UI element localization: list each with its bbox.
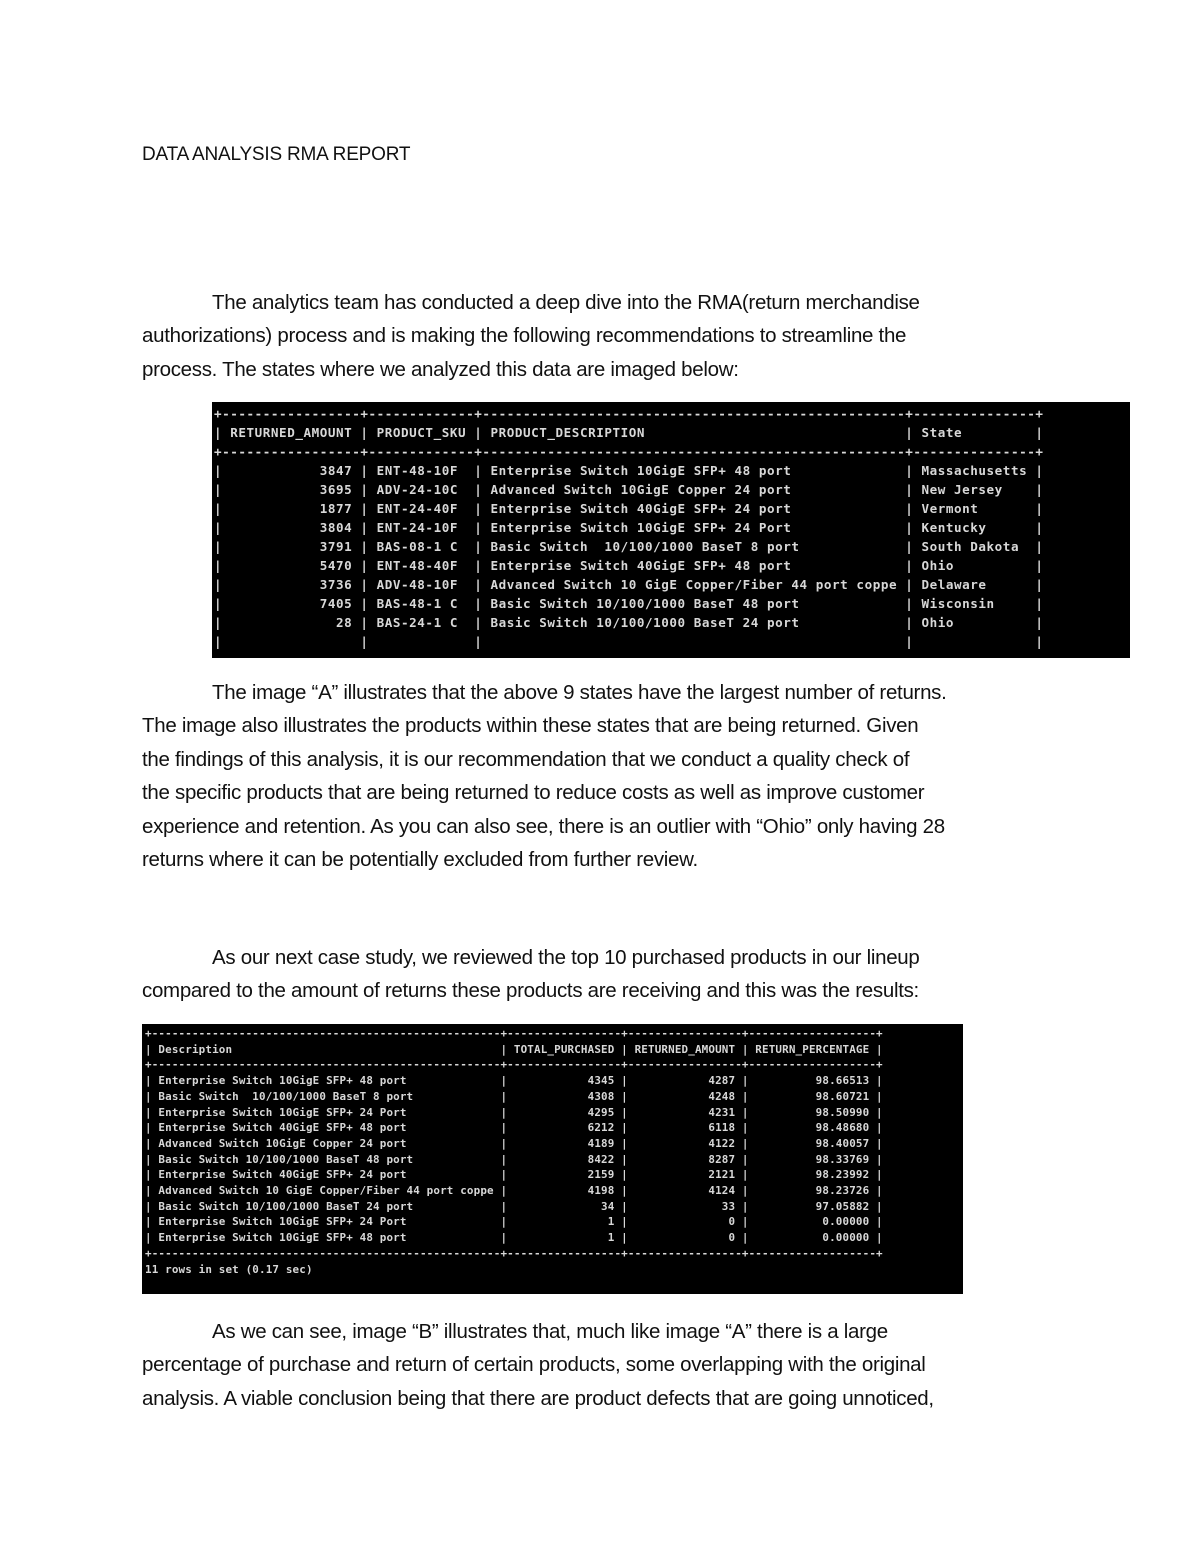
paragraph-line: As our next case study, we reviewed the top 10 purchased products in our lineup	[212, 946, 920, 969]
paragraph-line: experience and retention. As you can also see, there is an outlier with “Ohio” only having 28	[142, 814, 945, 838]
paragraph-line: returns where it can be potentially excluded from further review.	[142, 848, 698, 872]
paragraph-line: analysis. A viable conclusion being that there are product defects that are going unnoticed,	[142, 1386, 934, 1410]
paragraph-line: authorizations) process and is making the following recommendations to streamline the	[142, 324, 907, 348]
image-a-result-table: +-----------------+-------------+----------------------------------------------------+---------------+ | RETURNED_AMOUNT | PRODUCT_SKU | PRODUCT_DESCRIPTION | State | +-----------------+-------------+----------------------------------------------------+---------------+ | 3847 | ENT-48-10F | Enterprise Switch 10GigE SFP+ 48 port | Massachusetts | | 3695 | ADV-24-10C | Advanced Switch 10GigE Copper 24 port | New Jersey | | 1877 | ENT-24-40F | Enterprise Switch 40GigE SFP+ 24 port | Vermont | | 3804 | ENT-24-10F | Enterprise Switch 10GigE SFP+ 24 Port | Kentucky | | 3791 | BAS-08-1 C | Basic Switch 10/100/1000 BaseT 8 port | South Dakota | | 5470 | ENT-48-40F | Enterprise Switch 40GigE SFP+ 48 port | Ohio | | 3736 | ADV-48-10F | Advanced Switch 10 GigE Copper/Fiber 44 port coppe | Delaware | | 7405 | BAS-48-1 C | Basic Switch 10/100/1000 BaseT 48 port | Wisconsin | | 28 | BAS-24-1 C | Basic Switch 10/100/1000 BaseT 24 port | Ohio | | | | | |	[214, 406, 1044, 649]
case-study-paragraph	[142, 941, 1072, 1008]
image-b-result-table: +----------------------------------------------------+-----------------+-----------------+-------------------+ | Description | TOTAL_PURCHASED | RETURNED_AMOUNT | RETURN_PERCENTAGE | +----------------------------------------------------+-----------------+-----------------+-------------------+ | Enterprise Switch 10GigE SFP+ 48 port | 4345 | 4287 | 98.66513 | | Basic Switch 10/100/1000 BaseT 8 port | 4308 | 4248 | 98.60721 | | Enterprise Switch 10GigE SFP+ 24 Port | 4295 | 4231 | 98.50990 | | Enterprise Switch 40GigE SFP+ 48 port | 6212 | 6118 | 98.48680 | | Advanced Switch 10GigE Copper 24 port | 4189 | 4122 | 98.40057 | | Basic Switch 10/100/1000 BaseT 48 port | 8422 | 8287 | 98.33769 | | Enterprise Switch 40GigE SFP+ 24 port | 2159 | 2121 | 98.23992 | | Advanced Switch 10 GigE Copper/Fiber 44 port coppe | 4198 | 4124 | 98.23726 | | Basic Switch 10/100/1000 BaseT 24 port | 34 | 33 | 97.05882 | | Enterprise Switch 10GigE SFP+ 24 Port | 1 | 0 | 0.00000 | | Enterprise Switch 10GigE SFP+ 48 port | 1 | 0 | 0.00000 | +----------------------------------------------------+-----------------+-----------------+-------------------+	[145, 1027, 883, 1260]
paragraph-line: The image “A” illustrates that the above 9 states have the largest number of returns.	[212, 681, 947, 704]
image-a-paragraph	[142, 676, 1072, 876]
image-b-query-result	[142, 1024, 963, 1294]
paragraph-line: process. The states where we analyzed this data are imaged below:	[142, 357, 739, 381]
image-b-paragraph	[142, 1315, 1072, 1415]
query-footer: 11 rows in set (0.17 sec)	[145, 1262, 313, 1276]
image-a-query-result	[212, 402, 1130, 658]
paragraph-line: the findings of this analysis, it is our recommendation that we conduct a quality check of	[142, 747, 910, 771]
intro-paragraph	[142, 286, 1072, 386]
paragraph-line: compared to the amount of returns these products are receiving and this was the results:	[142, 979, 919, 1003]
report-title: DATA ANALYSIS RMA REPORT	[142, 144, 411, 165]
paragraph-line: The image also illustrates the products within these states that are being returned. Given	[142, 714, 919, 738]
paragraph-line: percentage of purchase and return of certain products, some overlapping with the original	[142, 1353, 926, 1377]
paragraph-line: As we can see, image “B” illustrates that, much like image “A” there is a large	[212, 1320, 888, 1343]
paragraph-line: the specific products that are being returned to reduce costs as well as improve customer	[142, 781, 925, 805]
paragraph-line: The analytics team has conducted a deep dive into the RMA(return merchandise	[212, 291, 920, 314]
